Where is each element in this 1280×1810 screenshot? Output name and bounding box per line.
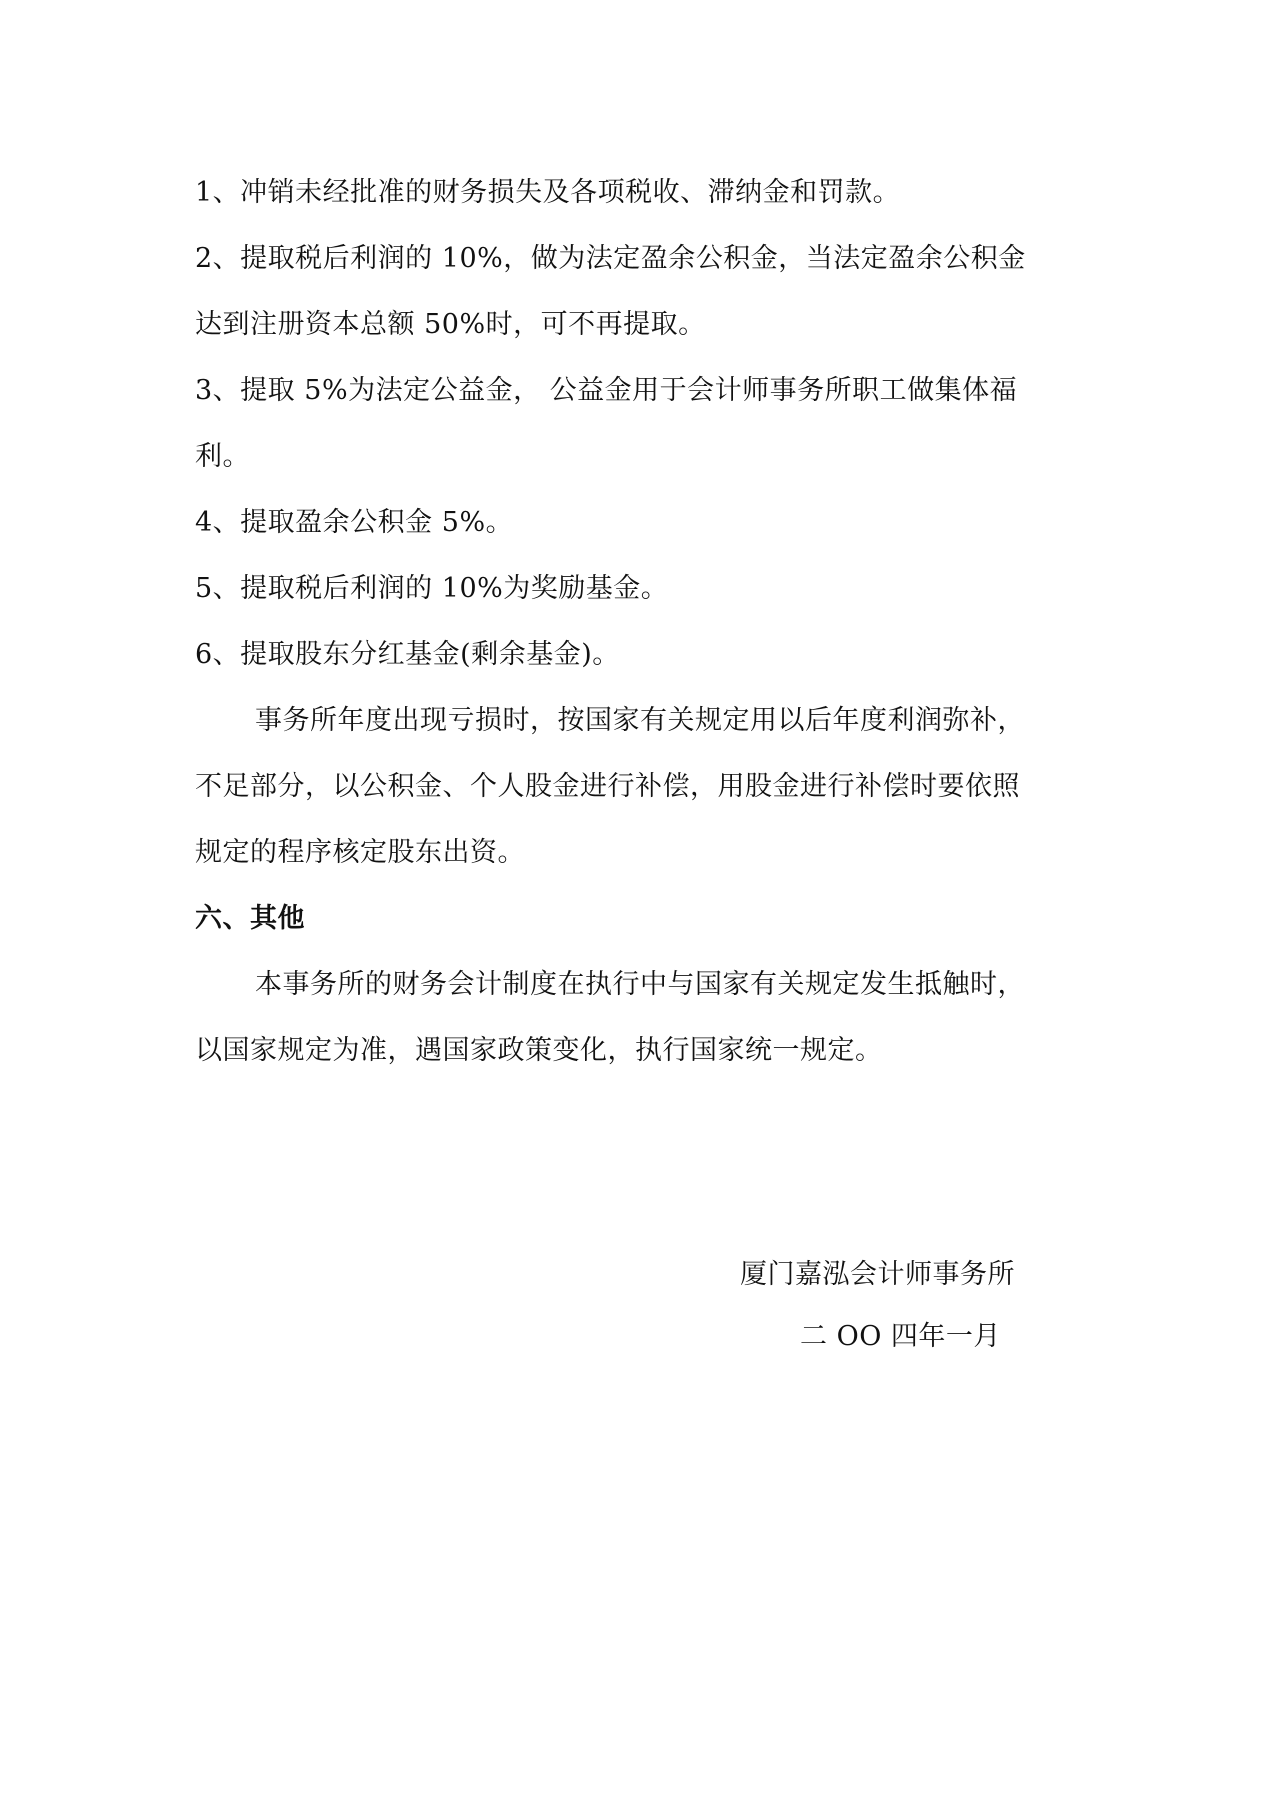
list-item-2-line-2: 达到注册资本总额 50%时，可不再提取。: [195, 309, 706, 340]
loss-paragraph-line-3: 规定的程序核定股东出资。: [195, 837, 525, 868]
document-body: [195, 160, 1095, 1084]
list-item-2-line-1: 2、提取税后利润的 10%，做为法定盈余公积金，当法定盈余公积金: [195, 243, 1026, 274]
other-paragraph-line-1: 本事务所的财务会计制度在执行中与国家有关规定发生抵触时，: [255, 969, 1025, 1000]
list-item-3-line-1: 3、提取 5%为法定公益金， 公益金用于会计师事务所职工做集体福: [195, 375, 1018, 406]
signature-organization: 厦门嘉泓会计师事务所: [740, 1259, 1015, 1290]
list-item-1: 1、冲销未经批准的财务损失及各项税收、滞纳金和罚款。: [195, 177, 901, 208]
list-item-3-line-2: 利。: [195, 441, 250, 472]
loss-paragraph-line-2: 不足部分，以公积金、个人股金进行补偿，用股金进行补偿时要依照: [195, 771, 1020, 802]
section-heading-other: 六、其他: [195, 903, 305, 934]
other-paragraph-line-2: 以国家规定为准，遇国家政策变化，执行国家统一规定。: [195, 1035, 883, 1066]
signature-date: 二 OO 四年一月: [800, 1321, 1001, 1352]
list-item-5: 5、提取税后利润的 10%为奖励基金。: [195, 573, 669, 604]
signature-block: [740, 1244, 1015, 1368]
list-item-4: 4、提取盈余公积金 5%。: [195, 507, 514, 538]
loss-paragraph-line-1: 事务所年度出现亏损时，按国家有关规定用以后年度利润弥补，: [255, 705, 1025, 736]
list-item-6: 6、提取股东分红基金(剩余基金)。: [195, 639, 620, 670]
